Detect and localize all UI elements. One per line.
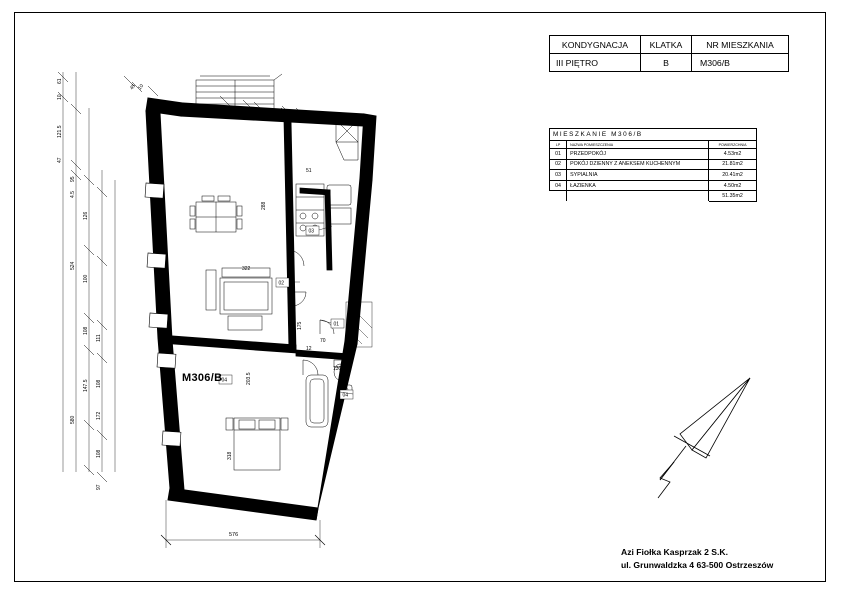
unit-label: M306/B [182,372,223,384]
svg-text:97: 97 [96,484,102,490]
table-row [550,170,757,181]
svg-text:126: 126 [83,211,89,220]
rooms-table-title: MIESZKANIE M306/B [550,129,757,141]
svg-text:203.5: 203.5 [246,372,252,385]
col-name: NAZWA POMIESZCZENIA [567,141,709,149]
svg-text:100: 100 [83,274,89,283]
svg-text:02: 02 [278,280,285,287]
svg-text:580: 580 [70,415,76,424]
svg-text:4.5: 4.5 [70,191,76,198]
company-address: ul. Grunwaldzka 4 63-500 Ostrzeszów [621,560,774,570]
room-area: 20.41m2 [709,170,757,181]
col-area: POWIERZCHNIA [709,141,757,149]
svg-text:01: 01 [333,321,340,328]
north-arrow [640,370,770,505]
svg-text:10: 10 [136,83,146,92]
svg-text:10: 10 [57,94,63,100]
company-name: Azi Fiołka Kasprzak 2 S.K. [621,547,728,557]
room-area: 4.50m2 [709,180,757,191]
svg-text:03: 03 [308,228,315,235]
room-lp: 01 [550,149,567,160]
header-kondygnacja: KONDYGNACJA [550,36,641,54]
table-row [550,159,757,170]
svg-text:318: 318 [227,451,233,460]
room-lp: 04 [550,180,567,191]
room-name: SYPIALNIA [567,170,709,181]
svg-text:70: 70 [320,338,326,344]
svg-text:61: 61 [57,78,63,84]
room-name: PRZEDPOKÓJ [567,149,709,160]
table-row [550,149,757,160]
svg-text:288: 288 [261,201,267,210]
table-row [550,141,757,149]
svg-text:12: 12 [306,346,312,352]
value-nr-mieszkania: M306/B [692,54,789,72]
svg-text:95: 95 [70,176,76,182]
total-spacer-lp [550,191,567,202]
header-klatka: KLATKA [641,36,692,54]
svg-text:121.5: 121.5 [57,125,63,138]
svg-text:51: 51 [306,168,312,174]
svg-text:04: 04 [342,392,349,399]
rooms-schedule-table [549,128,757,202]
room-name: POKÓJ DZIENNY Z ANEKSEM KUCHENNYM [567,159,709,170]
svg-text:576: 576 [229,532,239,538]
table-row [550,36,789,54]
svg-text:322: 322 [242,266,251,272]
table-row [550,180,757,191]
svg-text:108: 108 [96,449,102,458]
svg-text:04: 04 [221,377,228,384]
room-area: 4.53m2 [709,149,757,160]
room-lp: 03 [550,170,567,181]
svg-text:111: 111 [96,334,102,342]
apartment-header-table [549,35,789,72]
col-lp: LP [550,141,567,149]
room-lp: 02 [550,159,567,170]
room-name: ŁAZIENKA [567,180,709,191]
svg-text:108: 108 [83,326,89,335]
value-klatka: B [641,54,692,72]
value-kondygnacja: III PIĘTRO [550,54,641,72]
total-area: 51.35m2 [709,191,757,202]
svg-text:47: 47 [57,157,63,163]
header-nr-mieszkania: NR MIESZKANIA [692,36,789,54]
footer-company-block [621,546,773,572]
room-area: 21.81m2 [709,159,757,170]
table-row [550,54,789,72]
svg-text:172: 172 [96,411,102,420]
svg-text:108: 108 [96,379,102,388]
table-row [550,129,757,141]
svg-text:147.5: 147.5 [83,379,89,392]
svg-text:45: 45 [128,83,138,92]
floorplan-drawing [20,20,540,565]
table-row-total [550,191,757,202]
total-spacer-name [567,191,709,202]
svg-text:130: 130 [333,366,342,372]
svg-text:524: 524 [70,261,76,270]
svg-text:175: 175 [297,321,303,330]
